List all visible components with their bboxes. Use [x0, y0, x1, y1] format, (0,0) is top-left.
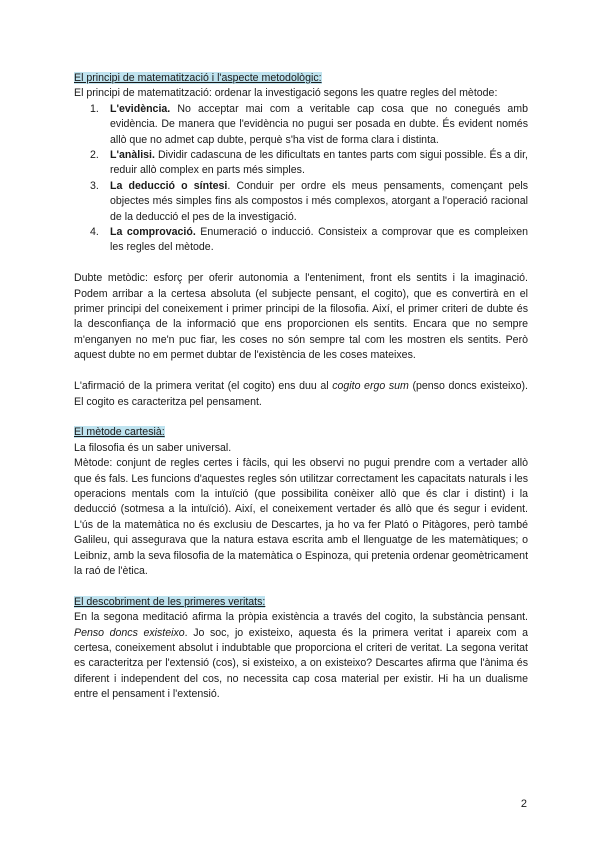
rule-title: La deducció o síntesi: [110, 179, 228, 192]
veritats-italic: Penso doncs existeixo: [74, 626, 185, 639]
rule-number: 3.: [90, 179, 99, 192]
rule-text: No acceptar mai com a veritable cap cosa que no conegués amb evidència. De manera que l'evidència no pugui ser posada en dubte. És evident només allò que no admet cap dubte, perquè s'ha vist de forma clara i distinta.: [110, 102, 528, 146]
veritats-paragraph: [74, 610, 528, 702]
rule-item-analisi: [90, 148, 528, 179]
dubte-metodic-paragraph: Dubte metòdic: esforç per oferir autonomia a l'enteniment, front els sentits i la imaginació. Podem arribar a la certesa absoluta (el subjecte pensant, el cogito), que es convertirà en el primer principi del coneixement i primer principi de la filosofia. Així, el primer criteri de dubte és la desconfiança de la informació que ens proporcionen els sentits. Encara que no sempre m'enganyen no me'n puc fiar, les coses no són sempre tal com les mostren els sentits. Però aquest dubte no em permet dubtar de l'existència de les coses mateixes.: [74, 272, 528, 362]
rule-title: L'anàlisi.: [110, 149, 155, 162]
rule-number: 2.: [90, 149, 99, 162]
section-heading-veritats: [74, 595, 528, 610]
rule-text: Dividir cadascuna de les dificultats en tantes parts com sigui possible. És a dir, reduir allò complex en parts més simples.: [110, 149, 528, 177]
section-heading-matematitzacio: [74, 71, 528, 86]
filosofia-line: La filosofia és un saber universal.: [74, 441, 232, 454]
section-heading-metode: [74, 425, 528, 440]
method-rules-list: [74, 102, 528, 256]
heading-text: El descobriment de les primeres veritats:: [74, 595, 266, 608]
veritats-text-before: En la segona meditació afirma la pròpia existència a través del cogito, la substància pensant.: [74, 611, 528, 624]
rule-number: 1.: [90, 102, 99, 115]
cogito-text-before: L'afirmació de la primera veritat (el cogito) ens duu al: [74, 380, 333, 393]
rule-item-comprovacio: [90, 225, 529, 256]
rule-title: La comprovació.: [110, 226, 196, 239]
cogito-paragraph: [74, 379, 528, 410]
rule-text: . Conduir per ordre els meus pensaments, començant pels objectes més simples fins als compostos i més complexos, atorgant a l'operació racional de la deducció el pes de la investigació.: [110, 179, 528, 223]
rule-title: L'evidència.: [110, 102, 171, 115]
cogito-italic: cogito ergo sum: [332, 380, 409, 393]
rule-text: Enumeració o inducció. Consisteix a comprovar que es compleixen les regles del mètode.: [110, 226, 529, 254]
heading-text: El principi de matematització i l'aspecte metodològic:: [74, 72, 322, 84]
page-number: 2: [520, 798, 527, 810]
rule-item-evidencia: [90, 102, 528, 148]
rule-number: 4.: [90, 226, 99, 239]
cogito-text-after: (penso doncs existeixo). El cogito es caracteritza pel pensament.: [74, 380, 528, 408]
rule-item-deduccio: [90, 179, 528, 225]
heading-text: El mètode cartesià:: [74, 426, 165, 439]
veritats-text-after: . Jo soc, jo existeixo, aquesta és la primera veritat i apareix com a certesa, coneixement absolut i indubtable que proporciona el criteri de veritat. La segona veritat es caracteritza per l'extensió (cos), si existeixo, a on existeixo? Descartes afirma que l'ànima és diferent i independent del cos, no necessita cap cosa material per existir. Hi ha un dualisme entre el pensament i l'extensió.: [74, 626, 528, 701]
metode-paragraph: Mètode: conjunt de regles certes i fàcils, qui les observi no pugui prendre com a vertader allò que és fals. Les funcions d'aquestes regles són utilitzar correctament les capacitats naturals i les operacions mentals com la intuïció (que possibilita conèixer allò que és clar i distint) i la deducció (sotmesa a la intuïció). Així, el coneixement vertader és allò que és segur i evident. L'ús de la matemàtica no és exclusiu de Descartes, ja ho va fer Plató o Pitàgores, però també Galileu, qui assegurava que la natura estava escrita amb el llenguatge de les matemàtiques; o Leibniz, amb la seva filosofia de la matemàtica o Espinoza, qui pretenia ordenar geomètricament la raó de l'ètica.: [74, 457, 529, 577]
intro-paragraph: El principi de matematització: ordenar la investigació segons les quatre regles del mètode:: [74, 87, 498, 100]
